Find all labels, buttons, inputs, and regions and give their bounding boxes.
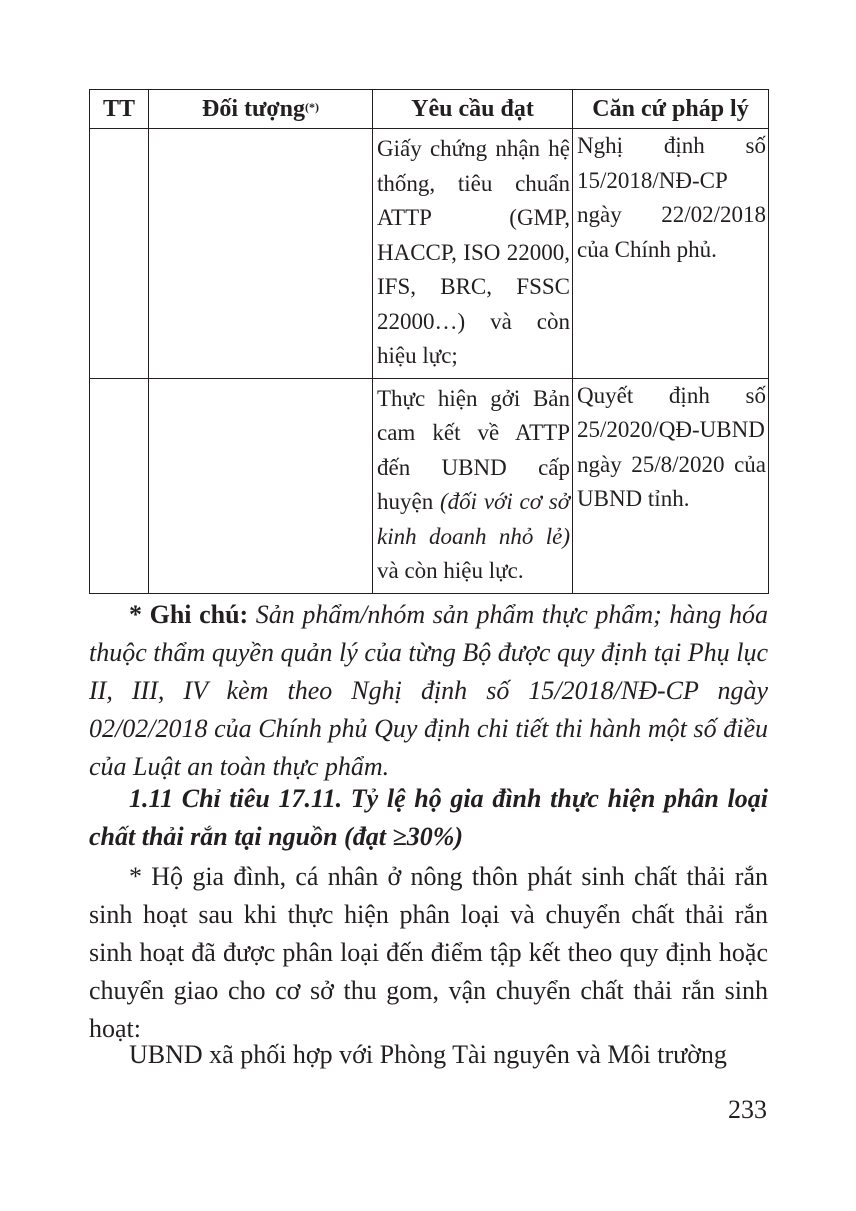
- cell-text: và còn hiệu lực.: [377, 558, 524, 583]
- paragraph-text: * Hộ gia đình, cá nhân ở nông thôn phát sinh chất thải rắn sinh hoạt sau khi thực hiện phân loại và chuyển chất thải rắn sinh hoạt đã được phân loại đến điểm tập kết theo quy định hoặc chuyển giao cho cơ sở thu gom, vận chuyển chất thải rắn sinh hoạt:: [89, 862, 768, 1043]
- note-label: * Ghi chú:: [129, 600, 249, 629]
- cell-text: Thực hiện gởi Bản cam kết về ATTP đến UBND cấp huyện: [377, 385, 570, 514]
- cell-text-italic: (đối với cơ sở kinh doanh nhỏ lẻ): [377, 489, 570, 549]
- body-paragraph: [89, 1036, 768, 1074]
- page-number: 233: [728, 1095, 767, 1124]
- table-row: [90, 129, 769, 379]
- header-yeu-cau: Yêu cầu đạt: [373, 90, 573, 129]
- header-can-cu: Căn cứ pháp lý: [573, 90, 769, 129]
- requirements-table: [89, 89, 769, 594]
- header-doi-tuong-label: Đối tượng: [201, 95, 306, 122]
- table-row: [90, 378, 769, 593]
- cell-can-cu: Nghị định số 15/2018/NĐ-CP ngày 22/02/2018 của Chính phủ.: [573, 129, 769, 379]
- note-text: Sản phẩm/nhóm sản phẩm thực phẩm; hàng hóa thuộc thẩm quyền quản lý của từng Bộ được quy định tại Phụ lục II, III, IV kèm theo Nghị định số 15/2018/NĐ-CP ngày 02/02/2018 của Chính phủ Quy định chi tiết thi hành một số điều của Luật an toàn thực phẩm.: [89, 600, 768, 781]
- section-heading: [89, 780, 768, 856]
- cell-doi-tuong: [149, 129, 373, 379]
- header-doi-tuong: [149, 90, 373, 129]
- cell-tt: [90, 129, 149, 379]
- section-heading-text: 1.11 Chỉ tiêu 17.11. Tỷ lệ hộ gia đình thực hiện phân loại chất thải rắn tại nguồn (đạt ≥30%): [89, 784, 768, 851]
- table-header-row: [90, 90, 769, 129]
- cell-yeu-cau: Giấy chứng nhận hệ thống, tiêu chuẩn ATTP (GMP, HACCP, ISO 22000, IFS, BRC, FSSC 22000…) và còn hiệu lực;: [373, 129, 573, 379]
- cell-doi-tuong: [149, 378, 373, 593]
- header-tt: TT: [90, 90, 149, 129]
- footnote-paragraph: [89, 596, 768, 786]
- cell-can-cu: Quyết định số 25/2020/QĐ-UBND ngày 25/8/2020 của UBND tỉnh.: [573, 378, 769, 593]
- footnote-mark: (*): [305, 99, 320, 114]
- cell-yeu-cau: [373, 378, 573, 593]
- paragraph-text: UBND xã phối hợp với Phòng Tài nguyên và Môi trường: [129, 1040, 727, 1069]
- body-paragraph: [89, 858, 768, 1048]
- cell-tt: [90, 378, 149, 593]
